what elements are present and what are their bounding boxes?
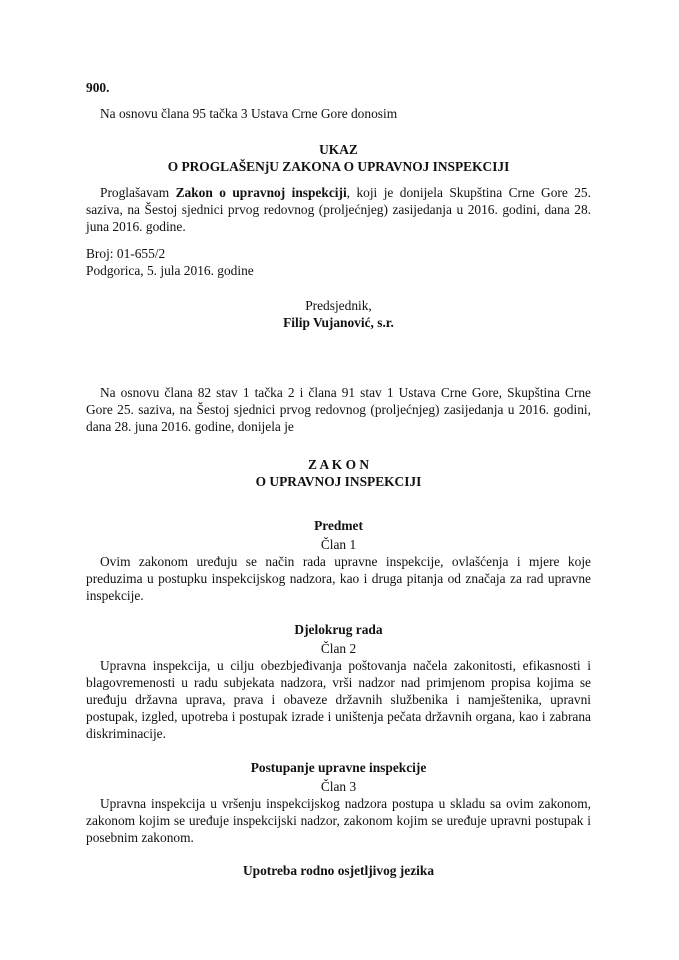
article-2-number: Član 2 bbox=[320, 641, 357, 656]
ukaz-subtitle: O PROGLAŠENjU ZAKONA O UPRAVNOJ INSPEKCIJI bbox=[167, 159, 510, 174]
law-intro-paragraph: Na osnovu člana 82 stav 1 tačka 2 i člana 91 stav 1 Ustava Crne Gore, Skupština Crne Gore 25. saziva, na Šestoj sjednici prvog redovnog (proljećnjeg) zasijedanja u 2016. godini, dana 28. juna 2016. godine, donijela je bbox=[86, 385, 591, 434]
article-3-text: Upravna inspekcija u vršenju inspekcijskog nadzora postupa u skladu sa ovim zakonom, zakonom kojim se uređuje inspekcijski nadzor, zakonom kojim se uređuje upravni postupak i posebnim zakonom. bbox=[86, 796, 591, 845]
place-and-date: Podgorica, 5. jula 2016. godine bbox=[86, 263, 254, 278]
article-3-number: Član 3 bbox=[320, 779, 357, 794]
section-heading-djelokrug: Djelokrug rada bbox=[294, 622, 383, 637]
document-number: 900. bbox=[86, 80, 110, 95]
article-2-text: Upravna inspekcija, u cilju obezbjeđivanja poštovanja načela zakonitosti, efikasnosti i blagovremenosti u radu subjekata nadzora, vrši nadzor nad primjenom propisa kojima se uređuju državna uprava, prava i obaveze državnih službenika i namještenika, upravni postupak, izgled, upotreba i postupak izrade i uništenja pečata državnih organa, kao i zabrana diskriminacije. bbox=[86, 658, 591, 741]
president-name: Filip Vujanović, s.r. bbox=[283, 315, 394, 330]
article-1-number: Član 1 bbox=[320, 537, 357, 552]
section-heading-postupanje: Postupanje upravne inspekcije bbox=[250, 760, 427, 775]
ukaz-intro: Na osnovu člana 95 tačka 3 Ustava Crne Gore donosim bbox=[100, 106, 398, 121]
decree-number: Broj: 01-655/2 bbox=[86, 246, 166, 261]
law-subtitle: O UPRAVNOJ INSPEKCIJI bbox=[255, 474, 422, 489]
proclamation-law-name: Zakon o upravnoj inspekciji bbox=[175, 185, 347, 200]
section-heading-rodno: Upotreba rodno osjetljivog jezika bbox=[242, 863, 435, 878]
law-title: Z A K O N bbox=[307, 457, 369, 472]
proclamation-paragraph bbox=[86, 184, 591, 235]
proclamation-text-after: , koji je donijela Skupština Crne Gore 25. saziva, na Šestoj sjednici prvog redovnog (proljećnjeg) zasijedanja u 2016. godini, dana 28. juna 2016. godine. bbox=[86, 185, 591, 234]
article-1-text: Ovim zakonom uređuju se način rada upravne inspekcije, ovlašćenja i mjere koje preduzima u postupku inspekcijskog nadzora, kao i druga pitanja od značaja za rad upravne inspekcije. bbox=[86, 554, 591, 603]
president-title: Predsjednik, bbox=[305, 298, 372, 313]
proclamation-text-before: Proglašavam bbox=[100, 185, 176, 200]
ukaz-title: UKAZ bbox=[319, 142, 358, 157]
section-heading-predmet: Predmet bbox=[314, 518, 363, 533]
